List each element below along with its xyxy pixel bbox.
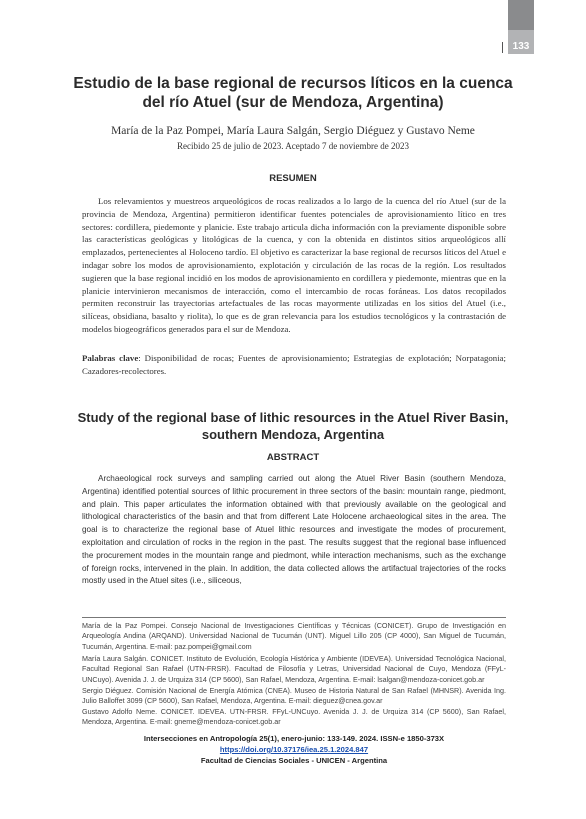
affiliation-salgan: María Laura Salgán. CONICET. Instituto de Evolución, Ecología Histórica y Ambiente (IDEVEA). Universidad Tecnológica Nacional, Facultad Regional San Rafael (UTN-FRSR). Facultad de Filosofía y Letras, Universidad Nacional de Cuyo, Mendoza (FFyL-UNCuyo). Avenida J. J. de Urquiza 314 (CP 5600), San Rafael, Mendoza, Argentina. E-mail: lsalgan@mendoza-conicet.gob.ar <box>82 654 506 684</box>
journal-citation: Intersecciones en Antropología 25(1), enero-junio: 133-149. 2024. ISSN-e 1850-373X <box>143 734 445 743</box>
page-tab <box>508 0 534 30</box>
abstract-heading: ABSTRACT <box>266 452 320 463</box>
affiliation-neme: Gustavo Adolfo Neme. CONICET. IDEVEA. UTN-FRSR. FFyL-UNCuyo. Avenida J. J. de Urquiza 314 (CP 5600), San Rafael, Mendoza, Argentina. E-mail: gneme@mendoza-conicet.gob.ar <box>82 707 506 727</box>
publisher: Facultad de Ciencias Sociales - UNICEN - Argentina <box>200 756 388 765</box>
doi-link[interactable]: https://doi.org/10.37176/iea.25.1.2024.847 <box>219 745 369 754</box>
spanish-keywords <box>82 352 506 378</box>
footnote-divider <box>82 617 506 618</box>
resumen-heading: RESUMEN <box>269 173 317 184</box>
english-abstract: Archaeological rock surveys and sampling carried out along the Atuel River Basin (southern Mendoza, Argentina) identified potential sources of lithic procurement in three sectors of the basin: mountain range, piedmont, and plain. This paper articulates the information obtained with that previously available on the geological and lithological characteristics of the basin and that from different Late Holocene archaeological sites in the area. The goal is to characterize the regional base of Atuel lithic resources and investigate the modes of procurement, exploitation and circulation of rocks in the region in the past. The results suggest that the regional base influenced the procurement modes in the mountain range and piedmont, while interaction mechanisms, such as the exchange of foreign rocks, intervened in the plain. In addition, the data collected allows the artifactual trajectories of the rocks mostly used in the Atuel sites (i.e., siliceous, <box>82 474 506 586</box>
authors: María de la Paz Pompei, María Laura Salgán, Sergio Diéguez y Gustavo Neme <box>111 125 475 137</box>
spanish-title: Estudio de la base regional de recursos líticos en la cuenca del río Atuel (sur de Mendoza, Argentina) <box>73 75 513 111</box>
spanish-abstract: Los relevamientos y muestreos arqueológicos de rocas realizados a lo largo de la cuenca del río Atuel (sur de la provincia de Mendoza, Argentina) permitieron identificar fuentes potenciales de aprovisionamiento lítico en tres sectores: cordillera, piedemonte y planicie. Este trabajo articula dicha información con la previamente disponible sobre las características geológicas y litológicas de la cuenca, y con la obtenida en distintos sitios arqueológicos allí emplazados, pertenecientes al Holoceno tardío. El objetivo es caracterizar la base regional de recursos líticos del Atuel e indagar sobre los modos de aprovisionamiento, explotación y circulación de las rocas de la región. Los resultados sugieren que la base regional incidió en los modos de aprovisionamiento en cordillera y piedemonte, mientras que en la planicie intervinieron mecanismos de interacción, como el intercambio de rocas foráneas. Los datos recopilados permiten reconstruir las trayectorias artefactuales de las rocas mayormente utilizadas en los sitios del Atuel (i.e., silíceas, obsidiana, basalto y riolita), lo que es de gran relevancia para los estudios tecnológicos y la contrastación de modelos biogeográficos generados para el sur de Mendoza. <box>82 196 506 334</box>
keywords-label: Palabras clave <box>82 353 139 363</box>
page-number-divider <box>502 42 503 53</box>
affiliation-dieguez: Sergio Diéguez. Comisión Nacional de Energía Atómica (CNEA). Museo de Historia Natural de San Rafael (MHNSR). Avenida Ing. Julio Balloffet 3099 (CP 5600), San Rafael, Mendoza, Argentina. E-mail: dieguez@cnea.gov.ar <box>82 686 506 706</box>
received-dates: Recibido 25 de julio de 2023. Aceptado 7 de noviembre de 2023 <box>177 141 409 151</box>
keywords-text: : Disponibilidad de rocas; Fuentes de aprovisionamiento; Estrategias de explotación; Norpatagonia; Cazadores-recolectores. <box>82 353 506 376</box>
page-number: 133 <box>512 41 530 52</box>
affiliation-pompei: María de la Paz Pompei. Consejo Nacional de Investigaciones Científicas y Técnicas (CONICET). Grupo de Investigación en Arqueología Andina (ARQAND). Universidad Nacional de Tucumán (UNT). Miguel Lillo 205 (CP 4000), San Miguel de Tucumán, Tucumán, Argentina. E-mail: paz.pompei@gmail.com <box>82 621 506 651</box>
english-title: Study of the regional base of lithic resources in the Atuel River Basin, southern Mendoza, Argentina <box>77 410 509 442</box>
